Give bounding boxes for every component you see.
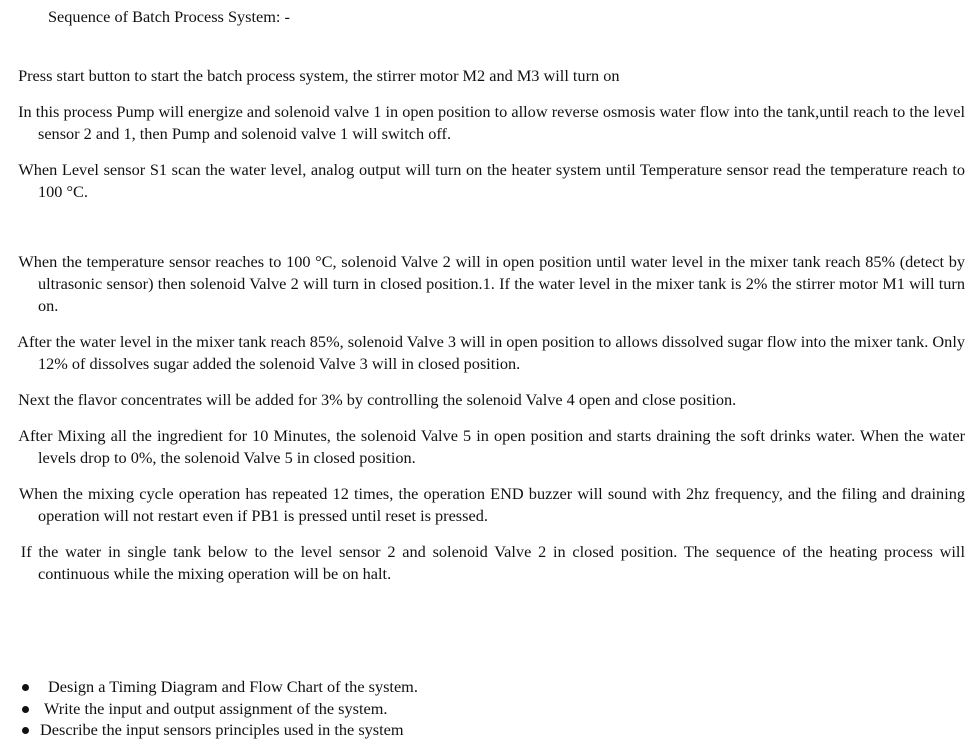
step-item <box>10 159 965 203</box>
step-text: When the mixing cycle operation has repeated 12 times, the operation END buzzer will sound with 2hz frequency, and the filing and draining operation will not restart even if PB1 is pressed until reset is pressed. <box>18 484 965 525</box>
document-title: Sequence of Batch Process System: - <box>48 7 290 26</box>
step-item <box>10 483 965 527</box>
task-text: Describe the input sensors principles used in the system <box>40 720 404 739</box>
step-text: In this process Pump will energize and solenoid valve 1 in open position to allow reverse osmosis water flow into the tank,until reach to the level sensor 2 and 1, then Pump and solenoid valve 1 will switch off. <box>18 102 965 143</box>
bullet-icon <box>22 706 29 713</box>
step-item <box>10 101 965 145</box>
step-text: If the water in single tank below to the level sensor 2 and solenoid Valve 2 in closed position. The sequence of the heating process will continuous while the mixing operation will be on halt. <box>20 542 965 583</box>
step-text: After Mixing all the ingredient for 10 Minutes, the solenoid Valve 5 in open position and starts draining the soft drinks water. When the water levels drop to 0%, the solenoid Valve 5 in closed position. <box>18 426 965 467</box>
task-text: Write the input and output assignment of the system. <box>44 698 388 718</box>
step-text: When Level sensor S1 scan the water level, analog output will turn on the heater system until Temperature sensor read the temperature reach to 100 °C. <box>18 160 966 201</box>
bullet-icon <box>22 727 29 734</box>
step-text: After the water level in the mixer tank reach 85%, solenoid Valve 3 will in open position to allows dissolved sugar flow into the mixer tank. Only 12% of dissolves sugar added the solenoid Valve 3 will in closed position. <box>17 332 965 373</box>
task-item <box>20 676 418 698</box>
step-text: When the temperature sensor reaches to 100 °C, solenoid Valve 2 will in open position until water level in the mixer tank reach 85% (detect by ultrasonic sensor) then solenoid Valve 2 will turn in closed position.1. If the water level in the mixer tank is 2% the stirrer motor M1 will turn on. <box>18 252 965 315</box>
step-text: Press start button to start the batch process system, the stirrer motor M2 and M3 will turn on <box>18 66 620 85</box>
bullet-icon <box>22 684 29 691</box>
step-text: Next the flavor concentrates will be added for 3% by controlling the solenoid Valve 4 open and close position. <box>18 390 737 409</box>
task-item <box>20 698 418 720</box>
task-text: Design a Timing Diagram and Flow Chart of the system. <box>48 677 418 696</box>
step-item <box>10 541 965 585</box>
step-item <box>10 331 965 375</box>
step-item <box>10 65 965 87</box>
step-item <box>10 425 965 469</box>
task-list <box>20 676 418 741</box>
task-item <box>20 719 418 741</box>
step-item <box>10 251 965 317</box>
step-item <box>10 389 965 411</box>
